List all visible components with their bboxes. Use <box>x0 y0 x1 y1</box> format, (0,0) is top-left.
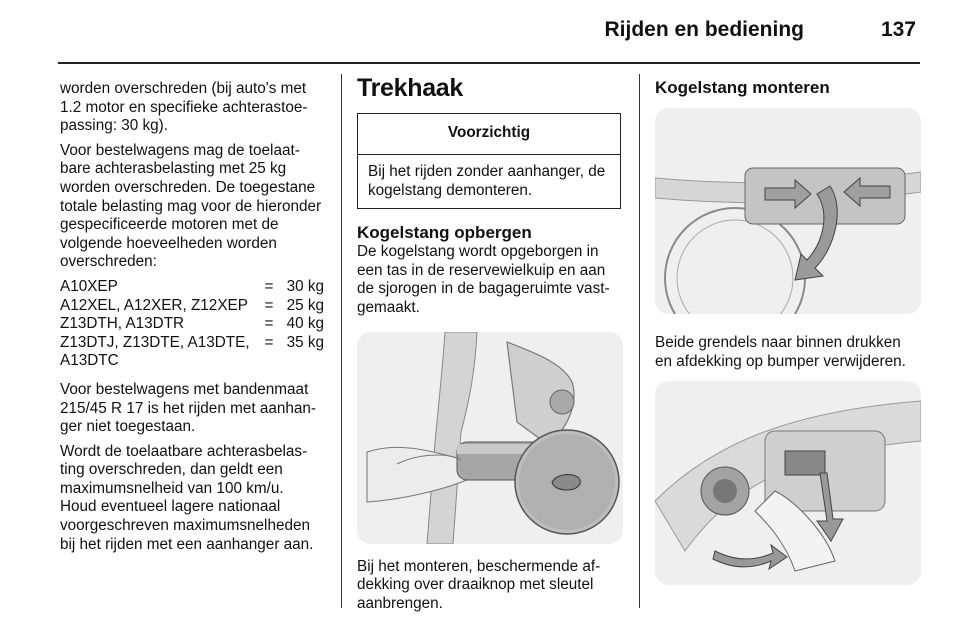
left-column <box>60 80 324 560</box>
caution-text: Bij het rijden zonder aanhanger, de kogelstang demonteren. <box>368 163 606 199</box>
engine-cell: A12XEL, A12XER, Z12XEP <box>60 296 248 314</box>
intro-text: worden overschreden (bij auto's met 1.2 motor en specifieke achterastoepassing: 30 kg). <box>60 80 308 135</box>
weight-row <box>60 334 324 371</box>
vans-load-text: Voor bestelwagens mag de toelaatbare achterasbelasting met 25 kg worden overschreden. De toegestane totale belasting mag voor de hieronder gespecificeerde motoren met de volgende hoeveelheden worden overschreden: <box>60 141 322 271</box>
storage-subtitle: Kogelstang opbergen <box>357 223 532 243</box>
engine-weight-table <box>60 278 324 371</box>
storage-text: De kogelstang wordt opgeborgen in een tas in de reservewielkuip en aan de sjorogen in de bagageruimte vastgemaakt. <box>357 243 610 316</box>
caution-box <box>357 113 621 209</box>
caution-heading: Voorzichtig <box>358 114 620 155</box>
tyre-size-text: Voor bestelwagens met bandenmaat 215/45 R 17 is het rijden met aanhanger niet toegestaan. <box>60 380 316 436</box>
bumper-cover-illustration <box>655 108 921 314</box>
engine-cell: A10XEP <box>60 277 118 295</box>
page-number: 137 <box>880 18 916 41</box>
equals-cell: = <box>264 315 274 333</box>
engine-cell: Z13DTJ, Z13DTE, A13DTE, A13DTC <box>60 333 250 370</box>
weight-value-cell: 35 kg <box>286 333 324 351</box>
weight-value-cell: 25 kg <box>286 296 324 314</box>
latch-release-illustration <box>655 381 921 585</box>
mount-caption: Bij het monteren, beschermende afdekking over draaiknop met sleutel aanbrengen. <box>357 557 601 612</box>
equals-cell: = <box>264 277 274 295</box>
middle-column <box>357 74 623 613</box>
header-title: Rijden en bediening <box>604 18 804 41</box>
column-divider-1 <box>341 74 342 608</box>
weight-row <box>60 315 324 334</box>
engine-cell: Z13DTH, A13DTR <box>60 315 185 333</box>
tow-bar-mounting-illustration <box>357 332 623 544</box>
weight-row <box>60 297 324 316</box>
weight-row <box>60 278 324 297</box>
speed-limit-text: Wordt de toelaatbare achterasbelasting overschreden, dan geldt een maximumsnelheid van 100 km/u. Houd eventueel lagere nationaal voorgeschreven maximumsnelheden bij het rijden met een aanhanger aan. <box>60 442 314 553</box>
latch-caption: Beide grendels naar binnen drukken en afdekking op bumper verwijderen. <box>655 334 906 370</box>
mount-subtitle: Kogelstang monteren <box>655 78 830 97</box>
column-divider-2 <box>639 74 640 608</box>
section-title: Trekhaak <box>357 74 464 102</box>
equals-cell: = <box>264 296 274 314</box>
equals-cell: = <box>264 333 274 351</box>
weight-value-cell: 30 kg <box>286 277 324 295</box>
weight-value-cell: 40 kg <box>286 315 324 333</box>
header-rule <box>58 62 920 64</box>
right-column <box>655 78 921 585</box>
